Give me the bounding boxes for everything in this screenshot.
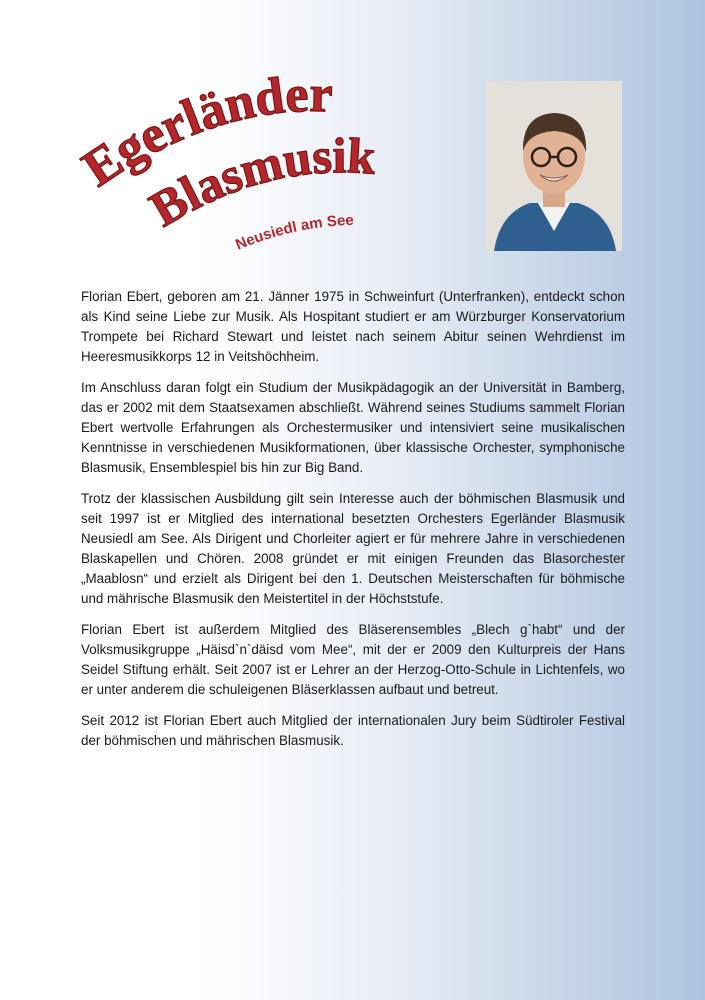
bio-paragraph-3: Trotz der klassischen Ausbildung gilt sein Interesse auch der böhmischen Blasmusik und seit 1997 ist er Mitglied des international besetzten Orchesters Egerländer Blasmusik Neusiedl am See. Als Dirigent und Chorleiter agiert er für mehrere Jahre in verschiedenen Blaskapellen und Chören. 2008 gründet er mit einigen Freunden das Blasorchester „Maablosn“ und erzielt als Dirigent bei den 1. Deutschen Meisterschaften für böhmische und mährische Blasmusik den Meistertitel in der Höchststufe. [81, 491, 625, 606]
biography-text [81, 287, 625, 762]
logo-line-1: Egerländer [72, 65, 334, 198]
portrait-illustration [486, 81, 622, 251]
logo-graphic [72, 65, 448, 268]
bio-paragraph-5: Seit 2012 ist Florian Ebert auch Mitglied der internationalen Jury beim Südtiroler Festival der böhmischen und mährischen Blasmusik. [81, 713, 625, 748]
logo-line-3: Neusiedl am See [233, 211, 354, 254]
bio-paragraph-4: Florian Ebert ist außerdem Mitglied des Bläserensembles „Blech g`habt“ und der Volksmusikgruppe „Häisd`n`däisd vom Mee“, mit der er 2009 den Kulturpreis der Hans Seidel Stiftung erhält. Seit 2007 ist er Lehrer an der Herzog-Otto-Schule in Lichtenfels, wo er unter anderem die schuleigenen Bläserklassen aufbaut und betreut. [81, 622, 625, 697]
portrait-photo [486, 81, 622, 251]
bio-paragraph-1: Florian Ebert, geboren am 21. Jänner 1975 in Schweinfurt (Unterfranken), entdeckt schon als Kind seine Liebe zur Musik. Als Hospitant studiert er am Würzburger Konservatorium Trompete bei Richard Stewart und leistet nach seinem Abitur seinen Wehrdienst im Heeresmusikkorps 12 in Veitshöchheim. [81, 289, 625, 364]
egerlaender-logo [72, 65, 448, 268]
bio-paragraph-2: Im Anschluss daran folgt ein Studium der Musikpädagogik an der Universität in Bamberg, das er 2002 mit dem Staatsexamen abschließt. Während seines Studiums sammelt Florian Ebert wertvolle Erfahrungen als Orchestermusiker und intensiviert seine musikalischen Kenntnisse in verschiedenen Musikformationen, über klassische Orchester, symphonische Blasmusik, Ensemblespiel bis hin zur Big Band. [81, 380, 625, 475]
logo-line-2: Blasmusik [140, 127, 378, 238]
